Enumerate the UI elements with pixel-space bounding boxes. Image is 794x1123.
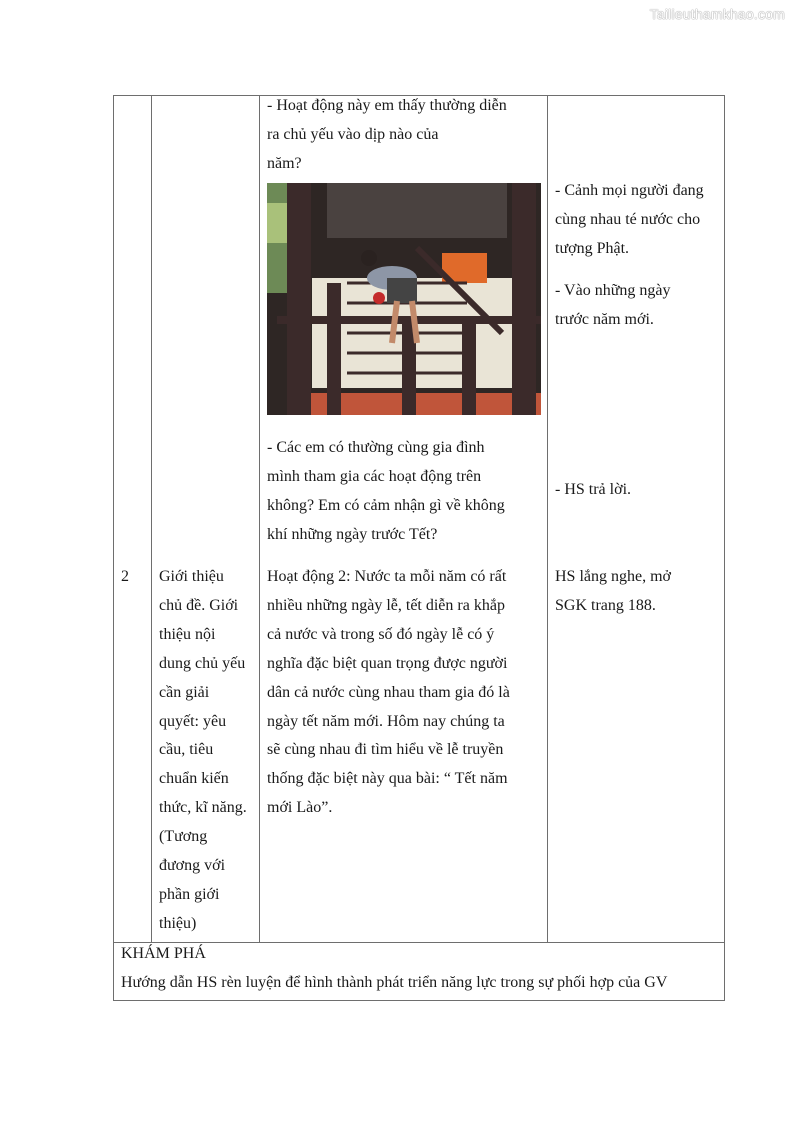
text-line: Hoạt động 2: Nước ta mỗi năm có rất — [267, 568, 507, 585]
student-activity-2 — [555, 563, 671, 621]
text-line: thức, kĩ năng. — [159, 799, 247, 817]
text-line: nhiều những ngày lễ, tết diễn ra khắp — [267, 596, 505, 614]
text-line: dân cả nước cùng nhau tham gia đó là — [267, 683, 510, 701]
student-answer-2 — [555, 277, 670, 335]
activity-question-2 — [267, 434, 505, 550]
text-line: phần giới — [159, 885, 220, 903]
text-line: thiệu nội — [159, 625, 216, 643]
text-line: năm? — [267, 154, 302, 172]
watermark: Tailieuthamkhao.com — [649, 6, 785, 22]
text-line: quyết: yêu — [159, 712, 227, 730]
stairs-photo-illustration — [267, 183, 541, 415]
lesson-table — [113, 95, 725, 1001]
text-line: chủ đề. Giới — [159, 596, 239, 614]
text-line: ra chủ yếu vào dịp nào của — [267, 125, 439, 143]
text-line: Giới thiệu — [159, 568, 224, 585]
text-line: (Tương — [159, 828, 208, 846]
text-line: tượng Phật. — [555, 239, 630, 257]
column-divider — [151, 96, 152, 942]
student-answer-3: - HS trả lời. — [555, 481, 632, 498]
row-number: 2 — [121, 568, 129, 585]
text-line: - Vào những ngày — [555, 282, 671, 299]
column-divider — [259, 96, 260, 942]
text-line: sẽ cùng nhau đi tìm hiểu về lễ truyền — [267, 741, 504, 759]
section-text: Hướng dẫn HS rèn luyện để hình thành phát triển năng lực trong sự phối hợp của GV — [121, 973, 668, 991]
step-description — [159, 563, 247, 939]
text-line: - Cảnh mọi người đang — [555, 182, 704, 199]
text-line: - Hoạt động này em thấy thường diễn — [267, 97, 507, 114]
student-answer-1 — [555, 177, 704, 264]
activity-question-1 — [267, 92, 507, 179]
text-line: mới Lào”. — [267, 799, 333, 817]
text-line: cùng nhau té nước cho — [555, 210, 701, 228]
text-line: thiệu) — [159, 914, 197, 932]
section-heading: KHÁM PHÁ — [121, 945, 206, 962]
text-line: trước năm mới. — [555, 310, 654, 328]
text-line: không? Em có cảm nhận gì về không — [267, 496, 505, 514]
text-line: SGK trang 188. — [555, 596, 656, 614]
text-line: đương với — [159, 857, 226, 875]
text-line: dung chủ yếu — [159, 654, 246, 672]
column-divider — [547, 96, 548, 942]
text-line: chuẩn kiến — [159, 770, 229, 788]
activity-photo — [267, 183, 541, 415]
section-kham-pha — [121, 940, 667, 998]
text-line: ngày tết năm mới. Hôm nay chúng ta — [267, 712, 505, 730]
text-line: cầu, tiêu — [159, 741, 214, 759]
text-line: thống đặc biệt này qua bài: “ Tết năm — [267, 770, 508, 788]
text-line: - Các em có thường cùng gia đình — [267, 439, 485, 456]
text-line: mình tham gia các hoạt động trên — [267, 467, 482, 485]
text-line: khí những ngày trước Tết? — [267, 525, 438, 543]
teacher-activity-2 — [267, 563, 510, 823]
text-line: HS lắng nghe, mở — [555, 568, 672, 585]
text-line: nghĩa đặc biệt quan trọng được người — [267, 654, 508, 672]
text-line: cả nước và trong số đó ngày lễ có ý — [267, 625, 495, 643]
text-line: cần giải — [159, 683, 210, 701]
